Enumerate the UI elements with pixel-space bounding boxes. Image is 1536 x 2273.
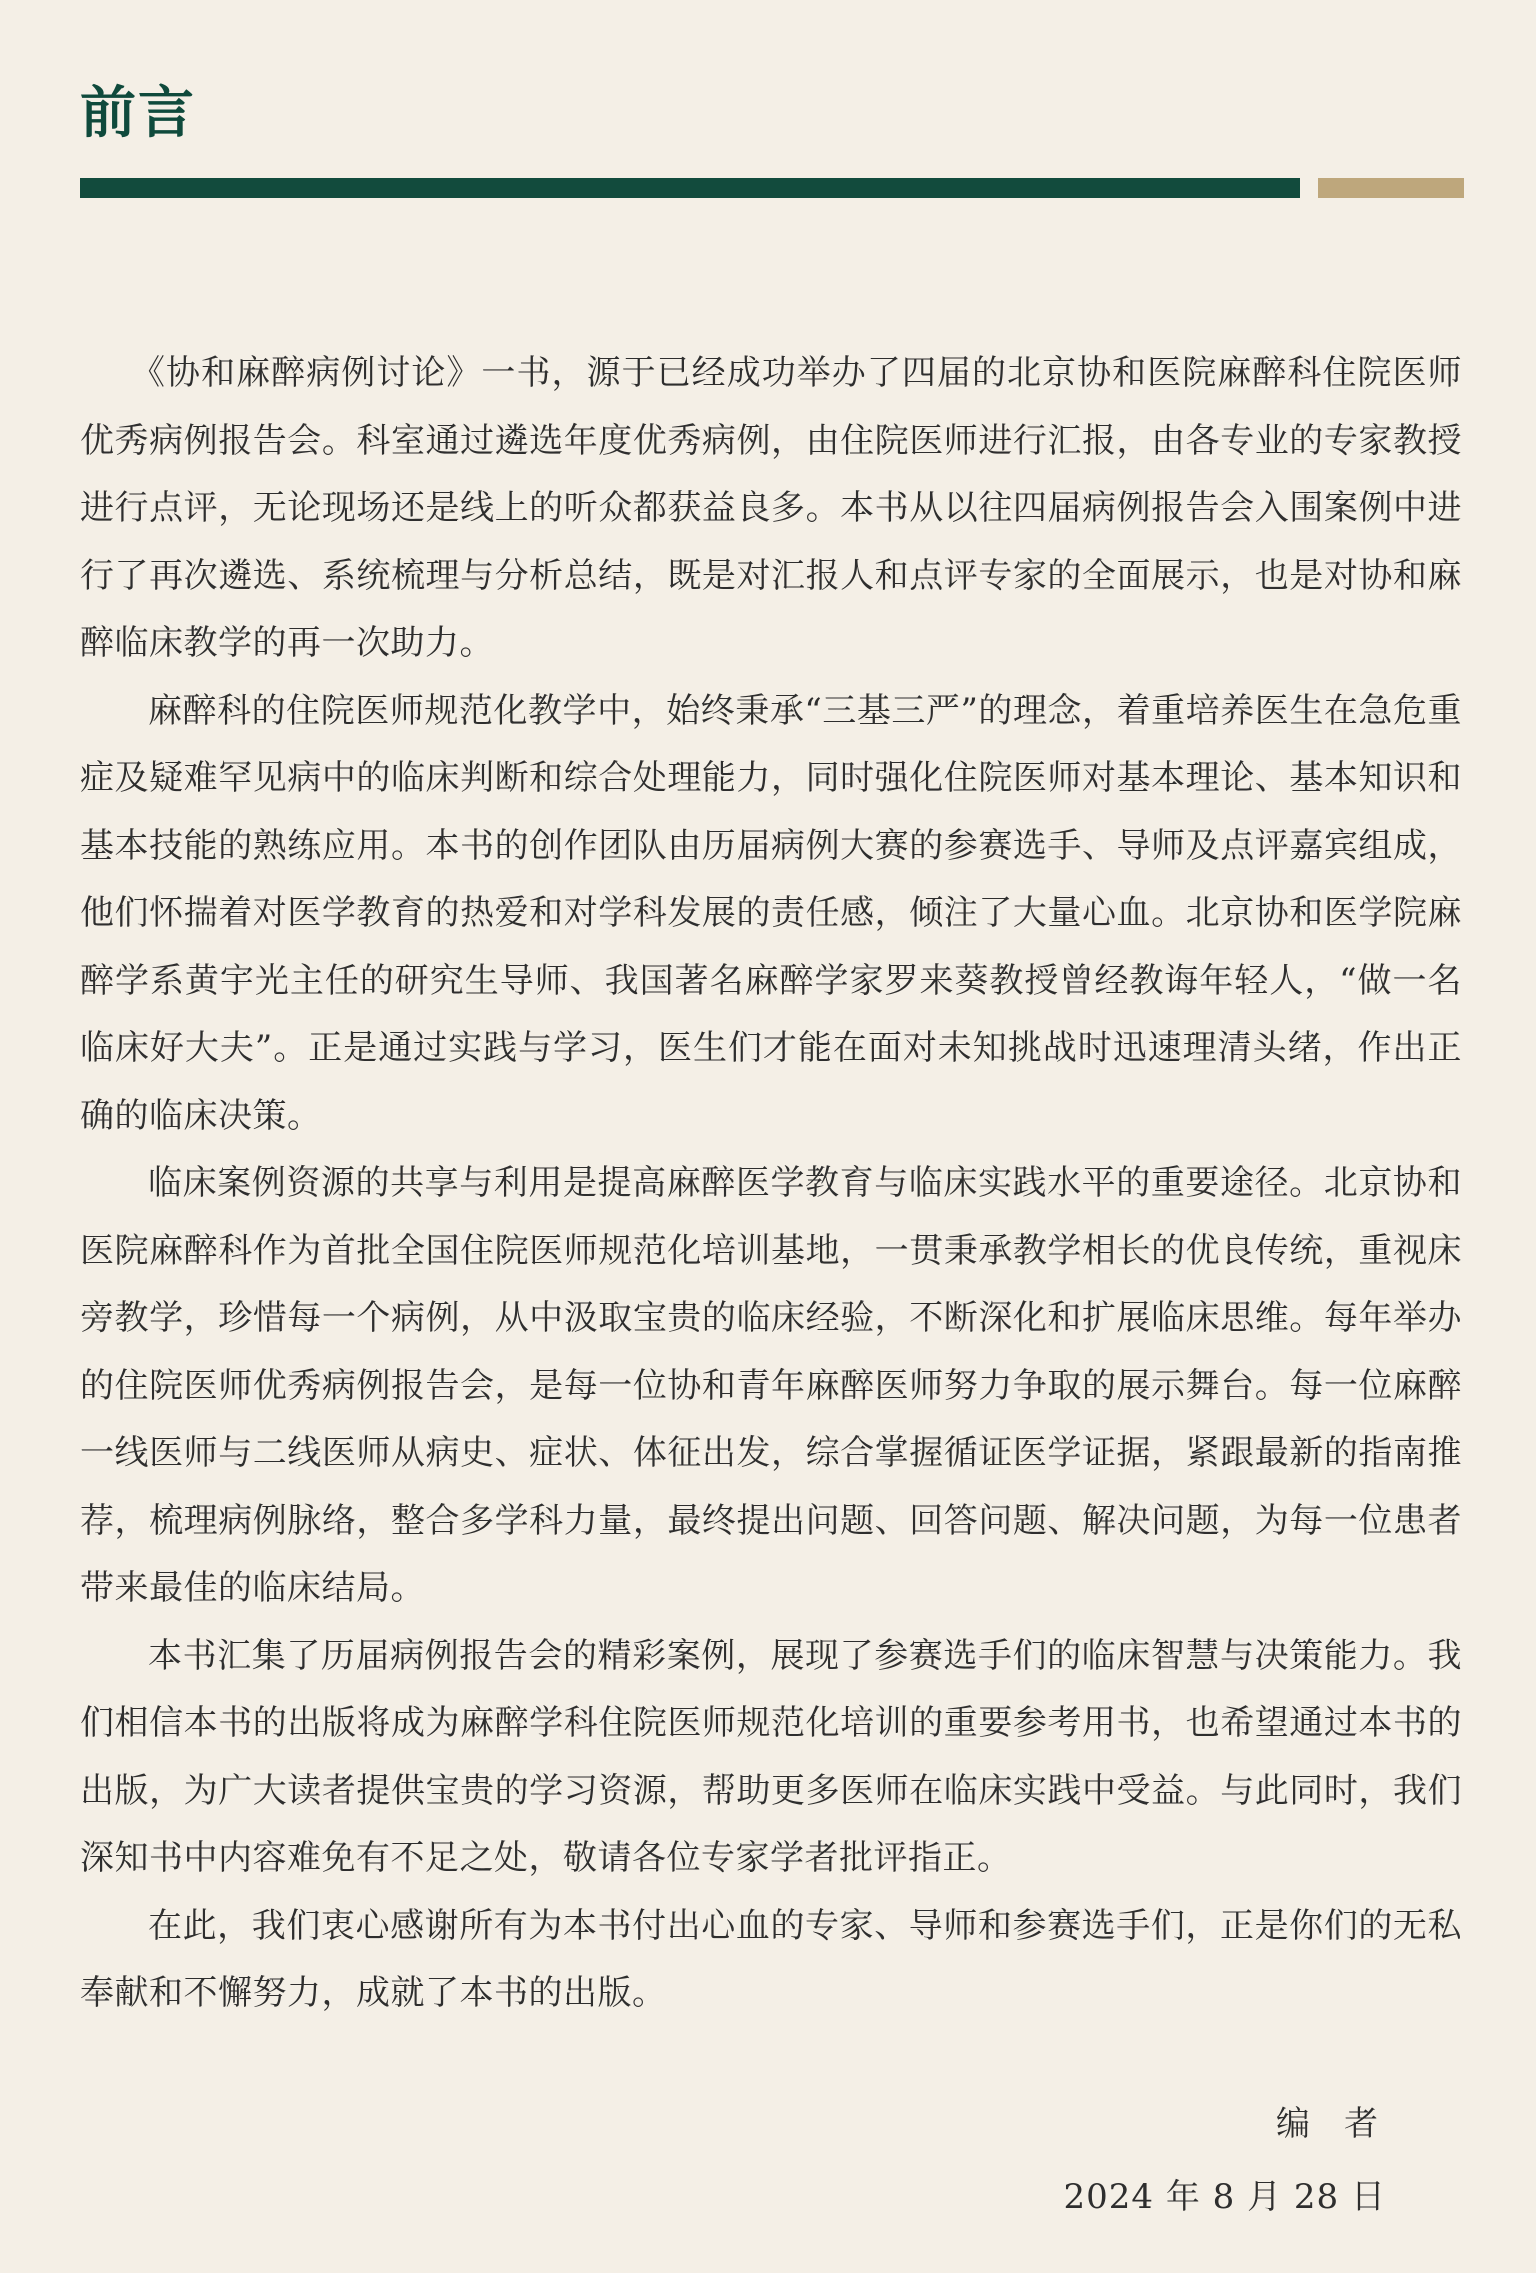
preface-body [80,340,1462,2028]
title-rule-green [80,178,1300,198]
paragraph-3: 临床案例资源的共享与利用是提高麻醉医学教育与临床实践水平的重要途径。北京协和医院麻醉科作为首批全国住院医师规范化培训基地，一贯秉承教学相长的优良传统，重视床旁教学，珍惜每一个病例，从中汲取宝贵的临床经验，不断深化和扩展临床思维。每年举办的住院医师优秀病例报告会，是每一位协和青年麻醉医师努力争取的展示舞台。每一位麻醉一线医师与二线医师从病史、症状、体征出发，综合掌握循证医学证据，紧跟最新的指南推荐，梳理病例脉络，整合多学科力量，最终提出问题、回答问题、解决问题，为每一位患者带来最佳的临床结局。 [80,1163,1462,1608]
title-rule-gold [1318,178,1464,198]
signature-date: 2024 年 8 月 28 日 [1063,2177,1386,2217]
page-title: 前言 [80,81,196,146]
paragraph-5: 在此，我们衷心感谢所有为本书付出心血的专家、导师和参赛选手们，正是你们的无私奉献和不懈努力，成就了本书的出版。 [80,1905,1462,2013]
paragraph-4: 本书汇集了历届病例报告会的精彩案例，展现了参赛选手们的临床智慧与决策能力。我们相信本书的出版将成为麻醉学科住院医师规范化培训的重要参考用书，也希望通过本书的出版，为广大读者提供宝贵的学习资源，帮助更多医师在临床实践中受益。与此同时，我们深知书中内容难免有不足之处，敬请各位专家学者批评指正。 [80,1635,1462,1878]
signature-author: 编者 [1276,2104,1412,2144]
paragraph-2: 麻醉科的住院医师规范化教学中，始终秉承“三基三严”的理念，着重培养医生在急危重症及疑难罕见病中的临床判断和综合处理能力，同时强化住院医师对基本理论、基本知识和基本技能的熟练应用。本书的创作团队由历届病例大赛的参赛选手、导师及点评嘉宾组成，他们怀揣着对医学教育的热爱和对学科发展的责任感，倾注了大量心血。北京协和医学院麻醉学系黄宇光主任的研究生导师、我国著名麻醉学家罗来葵教授曾经教诲年轻人，“做一名临床好大夫”。正是通过实践与学习，医生们才能在面对未知挑战时迅速理清头绪，作出正确的临床决策。 [80,690,1462,1136]
paragraph-1: 《协和麻醉病例讨论》一书，源于已经成功举办了四届的北京协和医院麻醉科住院医师优秀病例报告会。科室通过遴选年度优秀病例，由住院医师进行汇报，由各专业的专家教授进行点评，无论现场还是线上的听众都获益良多。本书从以往四届病例报告会入围案例中进行了再次遴选、系统梳理与分析总结，既是对汇报人和点评专家的全面展示，也是对协和麻醉临床教学的再一次助力。 [80,353,1462,663]
